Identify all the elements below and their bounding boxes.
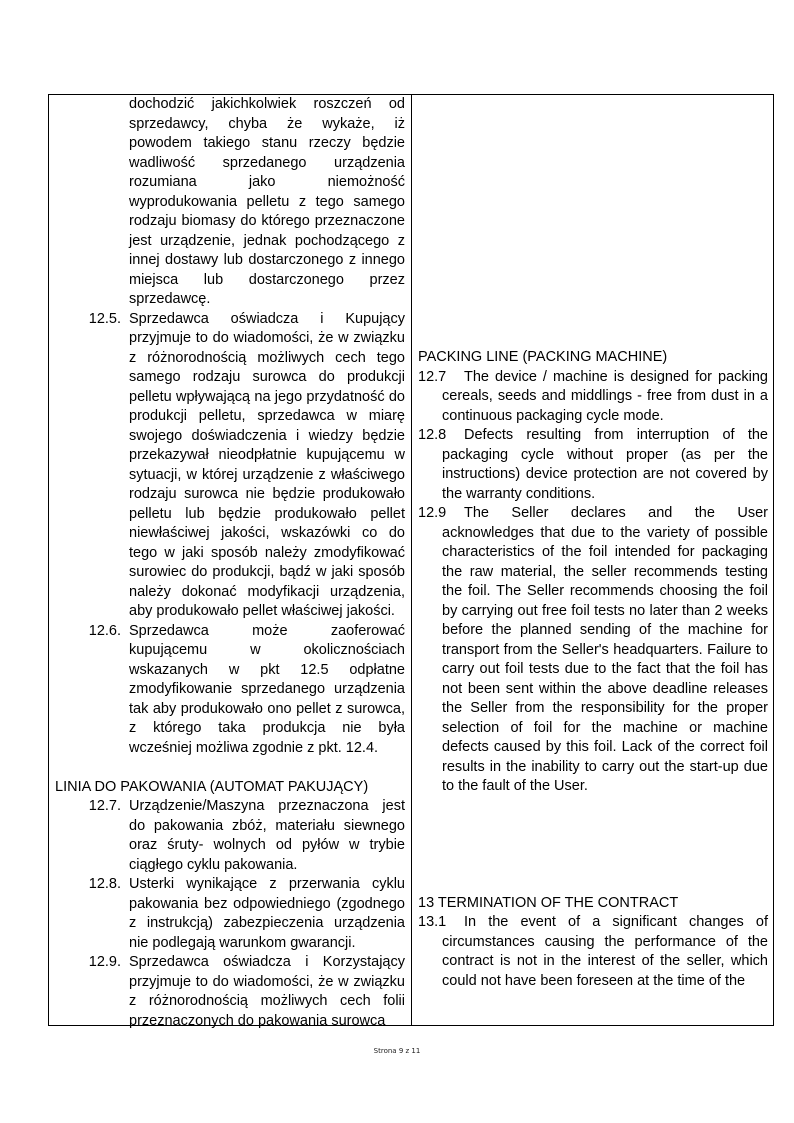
- clause-number: 13.1: [418, 914, 447, 930]
- clause-number: 12.5.: [88, 310, 121, 327]
- clause-text: Usterki wynikające z przerwania cyklu pakowania bez odpowiedniego (zgodnego z instrukcją) zabezpieczenia urządzenia nie podlegają warunkom gwarancji.: [129, 876, 405, 951]
- clause-number: 12.7.: [88, 798, 121, 814]
- clause-text: In the event of a significant changes of circumstances causing the performance of the contract is not in the interest of the seller, which could not have been foreseen at the time of the: [442, 914, 768, 989]
- spacer: [418, 95, 768, 348]
- clause-number: 12.7: [418, 368, 447, 385]
- clause-12-9-en: [418, 504, 768, 797]
- clause-13-1-en: [418, 913, 768, 991]
- clause-text: Sprzedawca oświadcza i Korzystający przyjmuje to do wiadomości, że w związku z różnorodnością możliwych cech folii przeznaczonych do pakowania surowca: [129, 954, 405, 1029]
- clause-number: 12.6.: [88, 622, 121, 639]
- continuation-text: dochodzić jakichkolwiek roszczeń od sprzedawcy, chyba że wykaże, iż powodem takiego stanu rzeczy będzie wadliwość sprzedanego urządzenia rozumiana jako niemożność wyprodukowania pelletu z tego samego rodzaju biomasy do którego przeznaczone jest urządzenie, jednak pochodzącego z innej dostawy lub dostarczonego z innego miejsca lub dostarczonego przez sprzedawcę.: [129, 96, 405, 307]
- section-heading-packing-line: LINIA DO PAKOWANIA (AUTOMAT PAKUJĄCY): [55, 778, 369, 795]
- clause-text: Defects resulting from interruption of the packaging cycle without proper (as per the instructions) device protection are not covered by the warranty conditions.: [442, 427, 768, 502]
- clause-text: The device / machine is designed for packing cereals, seeds and middlings - free from dust in a continuous packaging cycle mode.: [442, 368, 768, 424]
- spacer: [55, 758, 405, 778]
- bilingual-table: [48, 94, 774, 1029]
- clause-12-5: [55, 310, 405, 622]
- clause-text: The Seller declares and the User acknowledges that due to the variety of possible characteristics of the foil intended for packaging the raw material, the seller recommends testing the foil. The Seller recommends choosing the foil by carrying out free foil tests no later than 2 weeks before the planned sending of the machine for transport from the Seller's headquarters. Failure to carry out foil tests due to the fact that the foil has not been sent within the above deadline releases the Seller from the responsibility for the proper selection of foil for the machine or machine defects caused by this foil. Lack of the correct foil results in the inability to carry out the start-up due to the fault of the User.: [442, 505, 768, 794]
- english-column: [418, 95, 768, 991]
- polish-column: [55, 95, 405, 1031]
- clause-12-8-en: [418, 426, 768, 504]
- spacer: [418, 797, 768, 894]
- clause-12-7: [55, 797, 405, 875]
- clause-12-6: [55, 622, 405, 759]
- section-heading-packing-line-en: PACKING LINE (PACKING MACHINE): [418, 349, 668, 365]
- column-divider: [411, 95, 412, 1025]
- clause-text: Sprzedawca oświadcza i Kupujący przyjmuje to do wiadomości, że w związku z różnorodnością możliwych cech tego samego rodzaju surowca do produkcji pelletu wpływającą na jego przydatność do produkcji pelletu, sprzedawca w miarę swojego doświadczenia i wiedzy będzie przekazywał nieodpłatnie kupującemu w sytuacji, w której urządzenie z właściwego rodzaju surowca nie będzie produkowało pelletu lub będzie produkowało pellet niewłaściwej jakości, wskazówki co do tego w jaki sposób należy zmodyfikować surowiec do produkcji, bądź w jaki sposób należy dokonać modyfikacji urządzenia, aby produkowało pellet właściwej jakości.: [129, 310, 405, 619]
- clause-12-7-en: [418, 368, 768, 427]
- clause-number: 12.9.: [88, 954, 121, 970]
- clause-12-8: [55, 875, 405, 953]
- clause-number: 12.9: [418, 505, 447, 521]
- page-number-footer: Strona 9 z 11: [373, 1047, 421, 1055]
- section-heading-termination: 13 TERMINATION OF THE CONTRACT: [418, 894, 679, 911]
- clause-number: 12.8.: [88, 876, 121, 892]
- clause-number: 12.8: [418, 427, 447, 443]
- clause-text: Urządzenie/Maszyna przeznaczona jest do pakowania zbóż, materiału siewnego oraz śruty- wolnych od pyłów w trybie ciągłego cyklu pakowania.: [129, 798, 405, 873]
- clause-12-9: [55, 953, 405, 1031]
- clause-text: Sprzedawca może zaoferować kupującemu w okolicznościach wskazanych w pkt 12.5 odpłatne zmodyfikowanie sprzedanego urządzenia tak aby produkowało ono pellet z surowca, z którego taka produkcja nie była wcześniej możliwa zgodnie z pkt. 12.4.: [129, 622, 405, 756]
